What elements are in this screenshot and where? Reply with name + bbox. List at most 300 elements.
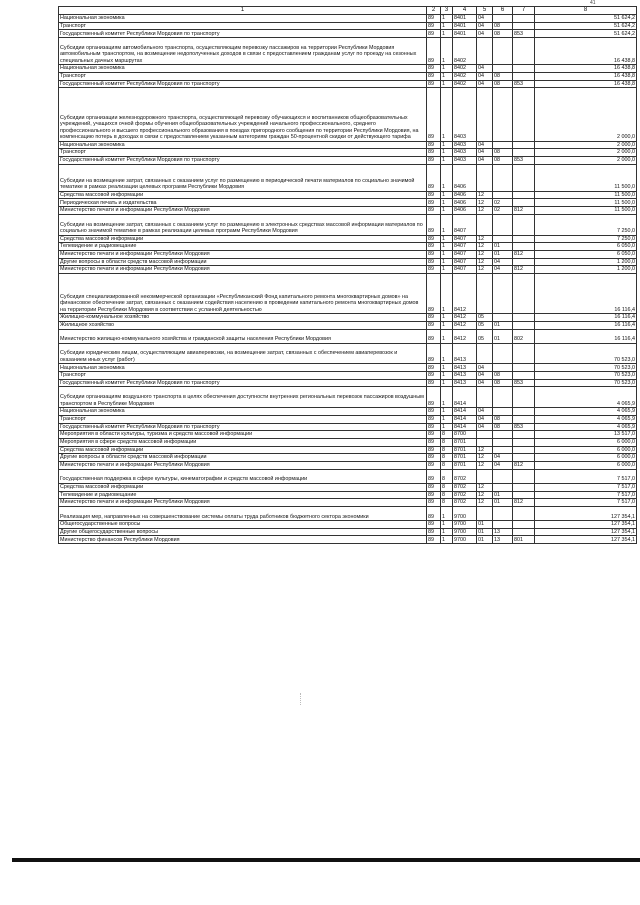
row-name-cell: Транспорт <box>59 415 427 423</box>
code-cell: 89 <box>427 438 441 446</box>
amount-cell: 51 624,2 <box>535 30 637 38</box>
code-cell <box>513 431 535 439</box>
code-cell: 01 <box>477 521 493 529</box>
code-cell: 802 <box>513 329 535 343</box>
code-cell: 1 <box>441 521 453 529</box>
code-cell: 8 <box>441 461 453 469</box>
code-cell: 1 <box>441 314 453 322</box>
code-cell: 08 <box>493 149 513 157</box>
code-cell: 89 <box>427 461 441 469</box>
table-row <box>59 266 637 274</box>
code-cell: 89 <box>427 415 441 423</box>
code-cell: 04 <box>493 454 513 462</box>
code-cell: 9700 <box>453 528 477 536</box>
row-name-cell: Мероприятия в сфере средств массовой информации <box>59 438 427 446</box>
code-cell: 89 <box>427 372 441 380</box>
row-name-cell: Другие вопросы в области средств массовой информации <box>59 258 427 266</box>
code-cell: 01 <box>493 329 513 343</box>
code-cell <box>493 15 513 23</box>
code-cell: 8406 <box>453 164 477 191</box>
code-cell: 01 <box>493 250 513 258</box>
code-cell <box>513 364 535 372</box>
code-cell: 1 <box>441 364 453 372</box>
budget-table <box>58 6 637 544</box>
code-cell: 04 <box>493 258 513 266</box>
code-cell: 1 <box>441 258 453 266</box>
amount-cell: 7 517,0 <box>535 483 637 491</box>
code-cell: 8413 <box>453 379 477 387</box>
code-cell: 8 <box>441 446 453 454</box>
code-cell: 8401 <box>453 30 477 38</box>
code-cell <box>513 506 535 520</box>
code-cell: 89 <box>427 15 441 23</box>
amount-cell: 7 517,0 <box>535 469 637 483</box>
table-row <box>59 250 637 258</box>
row-name-cell: Субсидии организации железнодорожного транспорта, осуществляющей перевозку обучающихся и воспитанников общеобразовательных учреждений, учащихся очной формы обучения общеобразовательных учреждений начального профессионального, среднего профессионального и высшего профессионального образования в поездах пригородного сообщения по территории Республики Мордовия, на компенсацию потерь в доходах в связи с предоставлением указанным категориям граждан 50-процентной скидки от действующего тарифа <box>59 88 427 141</box>
code-cell: 812 <box>513 499 535 507</box>
code-cell: 8412 <box>453 273 477 313</box>
code-cell <box>493 408 513 416</box>
code-cell <box>513 343 535 364</box>
code-cell: 812 <box>513 266 535 274</box>
amount-cell: 7 517,0 <box>535 491 637 499</box>
code-cell: 12 <box>477 499 493 507</box>
row-name-cell: Государственная поддержка в сфере культуры, кинематографии и средств массовой информации <box>59 469 427 483</box>
code-cell: 812 <box>513 461 535 469</box>
code-cell: 1 <box>441 80 453 88</box>
code-cell: 8403 <box>453 88 477 141</box>
code-cell: 1 <box>441 15 453 23</box>
code-cell: 89 <box>427 521 441 529</box>
code-cell <box>493 521 513 529</box>
code-cell: 1 <box>441 22 453 30</box>
code-cell <box>477 38 493 65</box>
amount-cell: 127 354,1 <box>535 506 637 520</box>
code-cell: 12 <box>477 199 493 207</box>
code-cell <box>513 387 535 408</box>
amount-cell: 11 500,0 <box>535 199 637 207</box>
code-cell: 05 <box>477 329 493 343</box>
code-cell <box>493 141 513 149</box>
code-cell: 04 <box>477 72 493 80</box>
code-cell: 8701 <box>453 446 477 454</box>
row-name-cell: Телевидение и радиовещание <box>59 491 427 499</box>
table-row <box>59 329 637 343</box>
code-cell: 1 <box>441 72 453 80</box>
code-cell: 08 <box>493 80 513 88</box>
code-cell: 89 <box>427 22 441 30</box>
code-cell <box>513 65 535 73</box>
code-cell <box>513 446 535 454</box>
table-row <box>59 372 637 380</box>
code-cell: 8701 <box>453 454 477 462</box>
code-cell: 8407 <box>453 243 477 251</box>
code-cell: 89 <box>427 423 441 431</box>
column-header: 8 <box>535 7 637 15</box>
code-cell: 89 <box>427 364 441 372</box>
code-cell <box>513 235 535 243</box>
amount-cell: 1 200,0 <box>535 266 637 274</box>
amount-cell: 13 517,0 <box>535 431 637 439</box>
table-row <box>59 149 637 157</box>
code-cell: 89 <box>427 314 441 322</box>
code-cell <box>513 415 535 423</box>
code-cell <box>477 164 493 191</box>
code-cell: 8 <box>441 454 453 462</box>
code-cell <box>513 38 535 65</box>
code-cell: 9700 <box>453 506 477 520</box>
code-cell <box>493 364 513 372</box>
code-cell: 89 <box>427 266 441 274</box>
code-cell <box>513 438 535 446</box>
code-cell: 1 <box>441 207 453 215</box>
page-number-marker: 41 <box>590 0 596 6</box>
code-cell: 8701 <box>453 438 477 446</box>
row-name-cell: Транспорт <box>59 72 427 80</box>
row-name-cell: Национальная экономика <box>59 15 427 23</box>
code-cell: 04 <box>477 408 493 416</box>
code-cell <box>513 243 535 251</box>
code-cell: 12 <box>477 258 493 266</box>
code-cell: 89 <box>427 243 441 251</box>
table-row <box>59 30 637 38</box>
code-cell: 01 <box>493 321 513 329</box>
amount-cell: 7 250,0 <box>535 214 637 235</box>
code-cell: 812 <box>513 250 535 258</box>
code-cell <box>513 22 535 30</box>
code-cell: 89 <box>427 250 441 258</box>
code-cell: 8 <box>441 438 453 446</box>
table-row <box>59 214 637 235</box>
row-name-cell: Национальная экономика <box>59 65 427 73</box>
code-cell: 89 <box>427 65 441 73</box>
code-cell: 8414 <box>453 423 477 431</box>
table-row <box>59 199 637 207</box>
code-cell: 89 <box>427 536 441 544</box>
code-cell <box>513 191 535 199</box>
code-cell <box>493 38 513 65</box>
code-cell <box>493 387 513 408</box>
amount-cell: 4 065,9 <box>535 408 637 416</box>
row-name-cell: Средства массовой информации <box>59 483 427 491</box>
code-cell: 89 <box>427 491 441 499</box>
table-row <box>59 38 637 65</box>
amount-cell: 4 065,9 <box>535 415 637 423</box>
row-name-cell: Средства массовой информации <box>59 191 427 199</box>
code-cell: 1 <box>441 379 453 387</box>
code-cell <box>513 372 535 380</box>
table-row <box>59 536 637 544</box>
code-cell <box>513 72 535 80</box>
code-cell: 08 <box>493 415 513 423</box>
row-name-cell: Средства массовой информации <box>59 235 427 243</box>
amount-cell: 2 000,0 <box>535 141 637 149</box>
table-row <box>59 156 637 164</box>
code-cell: 12 <box>477 235 493 243</box>
amount-cell: 4 065,9 <box>535 423 637 431</box>
code-cell: 1 <box>441 164 453 191</box>
code-cell: 8403 <box>453 149 477 157</box>
table-row <box>59 454 637 462</box>
table-row <box>59 491 637 499</box>
row-name-cell: Государственный комитет Республики Мордовия по транспорту <box>59 30 427 38</box>
code-cell: 12 <box>477 250 493 258</box>
amount-cell: 6 050,0 <box>535 243 637 251</box>
code-cell: 04 <box>477 65 493 73</box>
code-cell: 01 <box>493 243 513 251</box>
table-row <box>59 22 637 30</box>
row-name-cell: Средства массовой информации <box>59 446 427 454</box>
code-cell: 8702 <box>453 499 477 507</box>
code-cell: 89 <box>427 141 441 149</box>
code-cell <box>493 65 513 73</box>
code-cell: 8407 <box>453 214 477 235</box>
code-cell: 1 <box>441 149 453 157</box>
code-cell: 01 <box>493 491 513 499</box>
code-cell: 89 <box>427 499 441 507</box>
column-number-header-row <box>59 7 637 15</box>
amount-cell: 16 116,4 <box>535 321 637 329</box>
code-cell: 02 <box>493 207 513 215</box>
code-cell: 89 <box>427 454 441 462</box>
code-cell: 1 <box>441 199 453 207</box>
code-cell: 08 <box>493 372 513 380</box>
table-row <box>59 499 637 507</box>
code-cell <box>513 199 535 207</box>
code-cell <box>513 408 535 416</box>
code-cell: 9700 <box>453 536 477 544</box>
amount-cell: 4 065,9 <box>535 387 637 408</box>
code-cell <box>493 483 513 491</box>
code-cell <box>493 343 513 364</box>
row-name-cell: Государственный комитет Республики Мордовия по транспорту <box>59 423 427 431</box>
amount-cell: 51 624,2 <box>535 22 637 30</box>
code-cell <box>477 343 493 364</box>
code-cell: 8403 <box>453 141 477 149</box>
table-row <box>59 191 637 199</box>
table-row <box>59 483 637 491</box>
code-cell <box>493 314 513 322</box>
table-row <box>59 207 637 215</box>
code-cell <box>513 321 535 329</box>
code-cell: 04 <box>477 156 493 164</box>
code-cell: 8402 <box>453 80 477 88</box>
code-cell: 1 <box>441 266 453 274</box>
row-name-cell: Министерство печати и информации Республики Мордовия <box>59 250 427 258</box>
column-header: 7 <box>513 7 535 15</box>
row-name-cell: Министерство печати и информации Республики Мордовия <box>59 266 427 274</box>
code-cell: 8 <box>441 469 453 483</box>
code-cell: 812 <box>513 207 535 215</box>
row-name-cell: Реализация мер, направленных на совершенствование системы оплаты труда работников бюджетного сектора экономики <box>59 506 427 520</box>
code-cell: 12 <box>477 461 493 469</box>
amount-cell: 6 000,0 <box>535 454 637 462</box>
code-cell <box>493 446 513 454</box>
table-row <box>59 364 637 372</box>
row-name-cell: Периодическая печать и издательства <box>59 199 427 207</box>
code-cell: 1 <box>441 191 453 199</box>
amount-cell: 11 500,0 <box>535 207 637 215</box>
code-cell: 05 <box>477 321 493 329</box>
amount-cell: 16 116,4 <box>535 329 637 343</box>
code-cell: 89 <box>427 164 441 191</box>
row-name-cell: Общегосударственные вопросы <box>59 521 427 529</box>
amount-cell: 1 200,0 <box>535 258 637 266</box>
code-cell: 8412 <box>453 329 477 343</box>
code-cell: 12 <box>477 243 493 251</box>
code-cell: 8406 <box>453 199 477 207</box>
code-cell: 01 <box>477 536 493 544</box>
row-name-cell: Субсидии организациям автомобильного транспорта, осуществляющим перевозку пассажиров на территории Республики Мордовия автомобильным транспортом, на возмещение недополученных доходов в связи с предоставлением гражданам услуг по проезду на сезонных специальных дачных маршрутах <box>59 38 427 65</box>
code-cell: 8402 <box>453 65 477 73</box>
code-cell: 8702 <box>453 483 477 491</box>
code-cell: 8407 <box>453 250 477 258</box>
code-cell: 12 <box>477 207 493 215</box>
code-cell: 8401 <box>453 22 477 30</box>
table-row <box>59 431 637 439</box>
code-cell: 1 <box>441 528 453 536</box>
table-row <box>59 379 637 387</box>
table-row <box>59 415 637 423</box>
code-cell: 8 <box>441 499 453 507</box>
table-row <box>59 469 637 483</box>
code-cell: 1 <box>441 273 453 313</box>
code-cell: 853 <box>513 30 535 38</box>
code-cell <box>513 521 535 529</box>
amount-cell: 16 438,8 <box>535 80 637 88</box>
row-name-cell: Министерство печати и информации Республики Мордовия <box>59 461 427 469</box>
code-cell: 04 <box>477 22 493 30</box>
code-cell: 8702 <box>453 469 477 483</box>
code-cell <box>477 88 493 141</box>
code-cell: 89 <box>427 483 441 491</box>
code-cell: 89 <box>427 446 441 454</box>
amount-cell: 2 000,0 <box>535 149 637 157</box>
code-cell <box>513 528 535 536</box>
code-cell: 13 <box>493 528 513 536</box>
code-cell: 08 <box>493 423 513 431</box>
code-cell: 12 <box>477 483 493 491</box>
code-cell <box>493 438 513 446</box>
code-cell: 12 <box>477 446 493 454</box>
code-cell: 1 <box>441 415 453 423</box>
table-row <box>59 506 637 520</box>
amount-cell: 6 000,0 <box>535 438 637 446</box>
row-name-cell: Мероприятия в области культуры, туризма и средств массовой информации <box>59 431 427 439</box>
table-row <box>59 15 637 23</box>
code-cell: 8402 <box>453 72 477 80</box>
table-row <box>59 273 637 313</box>
code-cell: 8402 <box>453 38 477 65</box>
table-row <box>59 438 637 446</box>
code-cell: 8413 <box>453 343 477 364</box>
table-row <box>59 446 637 454</box>
row-name-cell: Транспорт <box>59 372 427 380</box>
code-cell: 1 <box>441 88 453 141</box>
amount-cell: 6 000,0 <box>535 461 637 469</box>
amount-cell: 70 523,0 <box>535 379 637 387</box>
table-row <box>59 72 637 80</box>
code-cell <box>477 469 493 483</box>
table-row <box>59 528 637 536</box>
code-cell: 8700 <box>453 431 477 439</box>
code-cell: 89 <box>427 321 441 329</box>
code-cell: 04 <box>477 141 493 149</box>
code-cell <box>513 141 535 149</box>
table-row <box>59 343 637 364</box>
code-cell: 12 <box>477 266 493 274</box>
code-cell: 89 <box>427 199 441 207</box>
row-name-cell: Национальная экономика <box>59 408 427 416</box>
column-header: 6 <box>493 7 513 15</box>
amount-cell: 51 624,2 <box>535 15 637 23</box>
column-header: 1 <box>59 7 427 15</box>
code-cell: 89 <box>427 88 441 141</box>
page-bottom-rule <box>12 858 640 862</box>
row-name-cell: Национальная экономика <box>59 364 427 372</box>
amount-cell: 2 000,0 <box>535 88 637 141</box>
code-cell: 1 <box>441 235 453 243</box>
scan-artifact <box>300 693 303 705</box>
code-cell: 8413 <box>453 372 477 380</box>
code-cell: 13 <box>493 536 513 544</box>
code-cell: 8702 <box>453 491 477 499</box>
amount-cell: 16 116,4 <box>535 314 637 322</box>
amount-cell: 6 050,0 <box>535 250 637 258</box>
amount-cell: 70 523,0 <box>535 364 637 372</box>
code-cell: 89 <box>427 80 441 88</box>
code-cell: 04 <box>477 423 493 431</box>
code-cell <box>493 214 513 235</box>
row-name-cell: Министерство печати и информации Республики Мордовия <box>59 499 427 507</box>
row-name-cell: Транспорт <box>59 22 427 30</box>
row-name-cell: Субсидии на возмещение затрат, связанных с оказанием услуг по размещению в периодической печати материалов по социально значимой тематике в рамках реализации целевых программ Республики Мордовия <box>59 164 427 191</box>
code-cell: 8 <box>441 431 453 439</box>
code-cell: 1 <box>441 30 453 38</box>
row-name-cell: Транспорт <box>59 149 427 157</box>
row-name-cell: Субсидии юридическим лицам, осуществляющим авиаперевозки, на возмещение затрат, связанных с обеспечением авиаперевозок и оказанием иных услуг (работ) <box>59 343 427 364</box>
code-cell: 12 <box>477 491 493 499</box>
row-name-cell: Телевидение и радиовещание <box>59 243 427 251</box>
code-cell: 04 <box>493 266 513 274</box>
code-cell <box>493 164 513 191</box>
code-cell: 1 <box>441 536 453 544</box>
code-cell <box>513 258 535 266</box>
amount-cell: 127 354,1 <box>535 536 637 544</box>
code-cell: 8407 <box>453 266 477 274</box>
code-cell: 12 <box>477 191 493 199</box>
code-cell: 8413 <box>453 364 477 372</box>
code-cell: 89 <box>427 72 441 80</box>
code-cell: 04 <box>477 30 493 38</box>
code-cell: 04 <box>493 461 513 469</box>
code-cell <box>493 431 513 439</box>
row-name-cell: Другие вопросы в области средств массовой информации <box>59 454 427 462</box>
code-cell: 89 <box>427 528 441 536</box>
code-cell: 8701 <box>453 461 477 469</box>
code-cell: 89 <box>427 149 441 157</box>
row-name-cell: Министерство финансов Республики Мордовия <box>59 536 427 544</box>
code-cell <box>477 387 493 408</box>
amount-cell: 7 250,0 <box>535 235 637 243</box>
code-cell: 89 <box>427 258 441 266</box>
code-cell: 1 <box>441 343 453 364</box>
code-cell: 08 <box>493 379 513 387</box>
code-cell <box>513 88 535 141</box>
code-cell: 1 <box>441 243 453 251</box>
column-header: 4 <box>453 7 477 15</box>
code-cell: 89 <box>427 214 441 235</box>
